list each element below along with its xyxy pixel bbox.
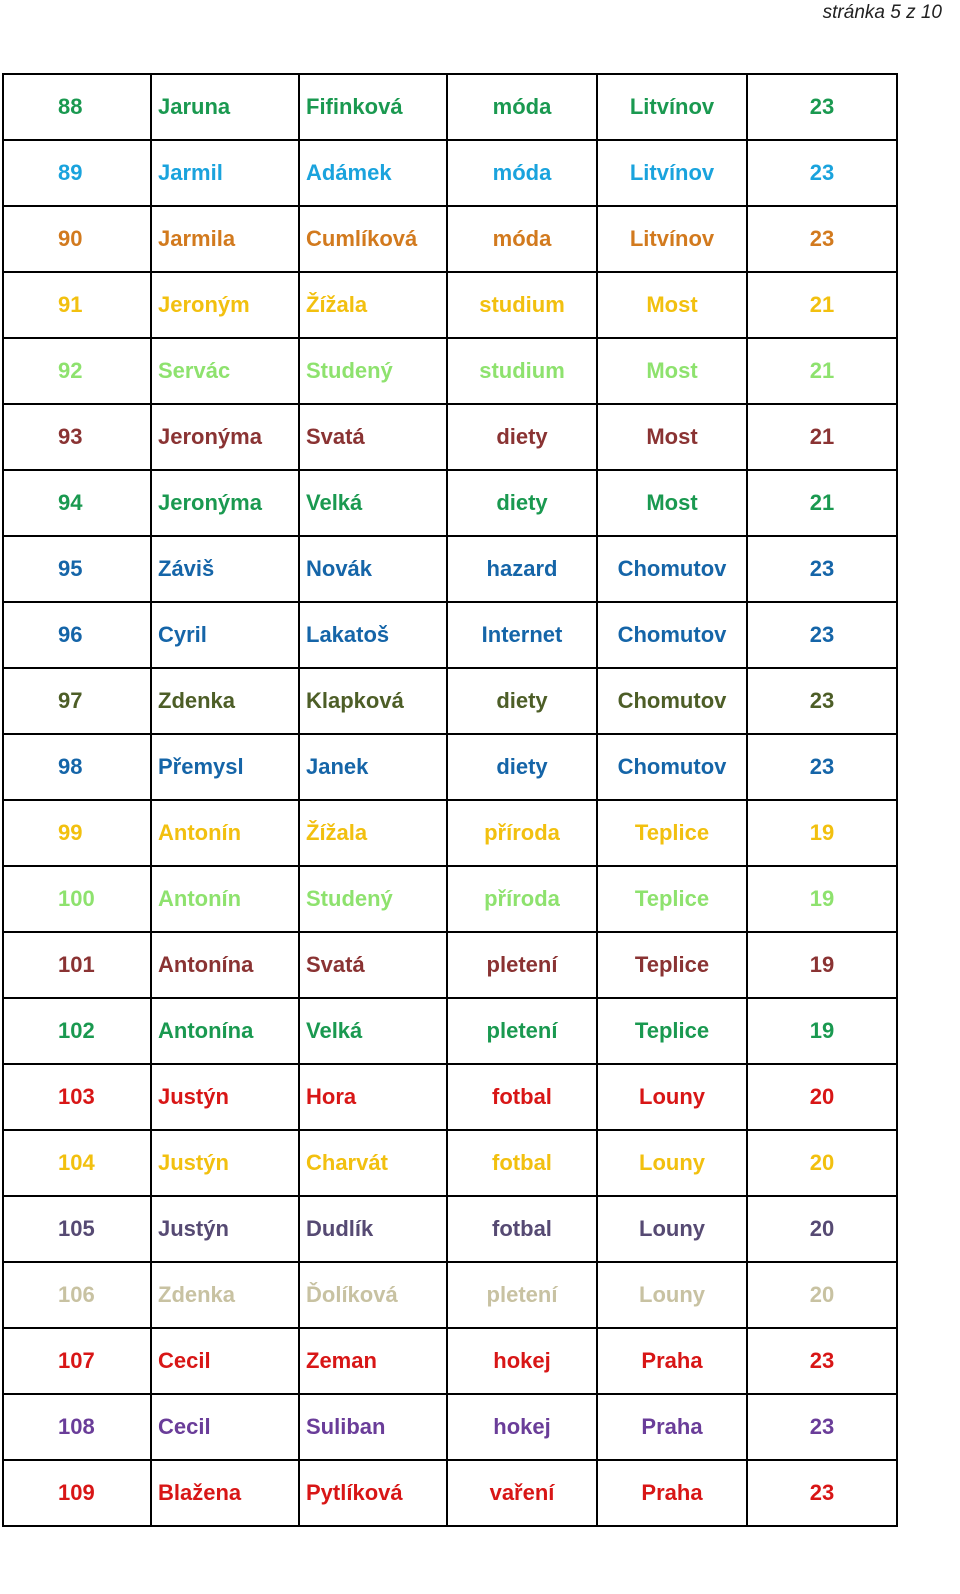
- row-number-cell: 93: [3, 404, 151, 470]
- row-number-cell: 104: [3, 1130, 151, 1196]
- first-name-cell: Justýn: [151, 1196, 299, 1262]
- first-name-cell: Jarmila: [151, 206, 299, 272]
- row-number-cell: 101: [3, 932, 151, 998]
- table-row: [3, 1130, 897, 1196]
- topic-cell: diety: [447, 404, 597, 470]
- row-number-cell: 94: [3, 470, 151, 536]
- topic-cell: hokej: [447, 1328, 597, 1394]
- first-name-cell: Cecil: [151, 1328, 299, 1394]
- city-cell: Chomutov: [597, 536, 747, 602]
- first-name-cell: Záviš: [151, 536, 299, 602]
- last-name-cell: Cumlíková: [299, 206, 447, 272]
- last-name-cell: Studený: [299, 338, 447, 404]
- table-row: [3, 272, 897, 338]
- last-name-cell: Žížala: [299, 272, 447, 338]
- first-name-cell: Jarmil: [151, 140, 299, 206]
- row-number-cell: 88: [3, 74, 151, 140]
- table-row: [3, 1460, 897, 1526]
- age-cell: 23: [747, 536, 897, 602]
- age-cell: 20: [747, 1064, 897, 1130]
- row-number-cell: 108: [3, 1394, 151, 1460]
- first-name-cell: Jeronýma: [151, 404, 299, 470]
- topic-cell: pletení: [447, 1262, 597, 1328]
- first-name-cell: Cecil: [151, 1394, 299, 1460]
- age-cell: 23: [747, 74, 897, 140]
- row-number-cell: 100: [3, 866, 151, 932]
- topic-cell: hazard: [447, 536, 597, 602]
- last-name-cell: Suliban: [299, 1394, 447, 1460]
- city-cell: Louny: [597, 1196, 747, 1262]
- last-name-cell: Dudlík: [299, 1196, 447, 1262]
- row-number-cell: 95: [3, 536, 151, 602]
- topic-cell: diety: [447, 734, 597, 800]
- age-cell: 23: [747, 1460, 897, 1526]
- city-cell: Praha: [597, 1394, 747, 1460]
- last-name-cell: Studený: [299, 866, 447, 932]
- last-name-cell: Velká: [299, 998, 447, 1064]
- age-cell: 23: [747, 602, 897, 668]
- last-name-cell: Novák: [299, 536, 447, 602]
- age-cell: 21: [747, 404, 897, 470]
- topic-cell: diety: [447, 470, 597, 536]
- topic-cell: vaření: [447, 1460, 597, 1526]
- last-name-cell: Hora: [299, 1064, 447, 1130]
- first-name-cell: Justýn: [151, 1130, 299, 1196]
- row-number-cell: 92: [3, 338, 151, 404]
- last-name-cell: Adámek: [299, 140, 447, 206]
- first-name-cell: Přemysl: [151, 734, 299, 800]
- topic-cell: móda: [447, 206, 597, 272]
- age-cell: 23: [747, 668, 897, 734]
- topic-cell: pletení: [447, 932, 597, 998]
- city-cell: Louny: [597, 1262, 747, 1328]
- table-row: [3, 74, 897, 140]
- last-name-cell: Velká: [299, 470, 447, 536]
- table-row: [3, 998, 897, 1064]
- age-cell: 23: [747, 1328, 897, 1394]
- table-row: [3, 338, 897, 404]
- table-row: [3, 602, 897, 668]
- age-cell: 20: [747, 1130, 897, 1196]
- table-row: [3, 206, 897, 272]
- first-name-cell: Antonína: [151, 932, 299, 998]
- row-number-cell: 98: [3, 734, 151, 800]
- last-name-cell: Svatá: [299, 932, 447, 998]
- topic-cell: hokej: [447, 1394, 597, 1460]
- table-row: [3, 668, 897, 734]
- last-name-cell: Pytlíková: [299, 1460, 447, 1526]
- age-cell: 20: [747, 1196, 897, 1262]
- last-name-cell: Ďolíková: [299, 1262, 447, 1328]
- age-cell: 20: [747, 1262, 897, 1328]
- first-name-cell: Zdenka: [151, 1262, 299, 1328]
- table-row: [3, 1196, 897, 1262]
- last-name-cell: Klapková: [299, 668, 447, 734]
- table-row: [3, 932, 897, 998]
- age-cell: 19: [747, 866, 897, 932]
- row-number-cell: 106: [3, 1262, 151, 1328]
- table-row: [3, 536, 897, 602]
- table-row: [3, 404, 897, 470]
- table-row: [3, 470, 897, 536]
- topic-cell: příroda: [447, 800, 597, 866]
- table-row: [3, 140, 897, 206]
- age-cell: 23: [747, 206, 897, 272]
- city-cell: Chomutov: [597, 668, 747, 734]
- topic-cell: studium: [447, 272, 597, 338]
- table-body: [3, 74, 897, 1526]
- topic-cell: móda: [447, 74, 597, 140]
- city-cell: Louny: [597, 1064, 747, 1130]
- table-row: [3, 866, 897, 932]
- city-cell: Teplice: [597, 998, 747, 1064]
- first-name-cell: Cyril: [151, 602, 299, 668]
- first-name-cell: Zdenka: [151, 668, 299, 734]
- city-cell: Most: [597, 404, 747, 470]
- last-name-cell: Žížala: [299, 800, 447, 866]
- row-number-cell: 105: [3, 1196, 151, 1262]
- last-name-cell: Svatá: [299, 404, 447, 470]
- data-table: [2, 73, 898, 1527]
- table-row: [3, 1064, 897, 1130]
- city-cell: Teplice: [597, 800, 747, 866]
- city-cell: Louny: [597, 1130, 747, 1196]
- last-name-cell: Fifinková: [299, 74, 447, 140]
- age-cell: 23: [747, 140, 897, 206]
- age-cell: 21: [747, 338, 897, 404]
- city-cell: Most: [597, 338, 747, 404]
- table-row: [3, 800, 897, 866]
- topic-cell: diety: [447, 668, 597, 734]
- row-number-cell: 103: [3, 1064, 151, 1130]
- first-name-cell: Blažena: [151, 1460, 299, 1526]
- city-cell: Teplice: [597, 866, 747, 932]
- age-cell: 21: [747, 470, 897, 536]
- topic-cell: pletení: [447, 998, 597, 1064]
- first-name-cell: Jeronýma: [151, 470, 299, 536]
- topic-cell: příroda: [447, 866, 597, 932]
- topic-cell: studium: [447, 338, 597, 404]
- row-number-cell: 97: [3, 668, 151, 734]
- city-cell: Litvínov: [597, 140, 747, 206]
- row-number-cell: 109: [3, 1460, 151, 1526]
- city-cell: Chomutov: [597, 734, 747, 800]
- first-name-cell: Antonín: [151, 800, 299, 866]
- topic-cell: fotbal: [447, 1196, 597, 1262]
- last-name-cell: Zeman: [299, 1328, 447, 1394]
- topic-cell: fotbal: [447, 1064, 597, 1130]
- topic-cell: fotbal: [447, 1130, 597, 1196]
- age-cell: 19: [747, 998, 897, 1064]
- city-cell: Most: [597, 470, 747, 536]
- first-name-cell: Antonína: [151, 998, 299, 1064]
- city-cell: Most: [597, 272, 747, 338]
- last-name-cell: Janek: [299, 734, 447, 800]
- table-row: [3, 734, 897, 800]
- age-cell: 19: [747, 800, 897, 866]
- row-number-cell: 91: [3, 272, 151, 338]
- age-cell: 23: [747, 1394, 897, 1460]
- city-cell: Praha: [597, 1460, 747, 1526]
- topic-cell: Internet: [447, 602, 597, 668]
- topic-cell: móda: [447, 140, 597, 206]
- row-number-cell: 90: [3, 206, 151, 272]
- page-number: stránka 5 z 10: [822, 2, 942, 23]
- city-cell: Litvínov: [597, 206, 747, 272]
- city-cell: Litvínov: [597, 74, 747, 140]
- first-name-cell: Jeroným: [151, 272, 299, 338]
- first-name-cell: Antonín: [151, 866, 299, 932]
- age-cell: 21: [747, 272, 897, 338]
- table-row: [3, 1328, 897, 1394]
- last-name-cell: Charvát: [299, 1130, 447, 1196]
- row-number-cell: 89: [3, 140, 151, 206]
- city-cell: Teplice: [597, 932, 747, 998]
- city-cell: Chomutov: [597, 602, 747, 668]
- age-cell: 19: [747, 932, 897, 998]
- first-name-cell: Jaruna: [151, 74, 299, 140]
- age-cell: 23: [747, 734, 897, 800]
- city-cell: Praha: [597, 1328, 747, 1394]
- table-row: [3, 1262, 897, 1328]
- row-number-cell: 99: [3, 800, 151, 866]
- first-name-cell: Justýn: [151, 1064, 299, 1130]
- row-number-cell: 96: [3, 602, 151, 668]
- last-name-cell: Lakatoš: [299, 602, 447, 668]
- first-name-cell: Servác: [151, 338, 299, 404]
- row-number-cell: 107: [3, 1328, 151, 1394]
- table-row: [3, 1394, 897, 1460]
- row-number-cell: 102: [3, 998, 151, 1064]
